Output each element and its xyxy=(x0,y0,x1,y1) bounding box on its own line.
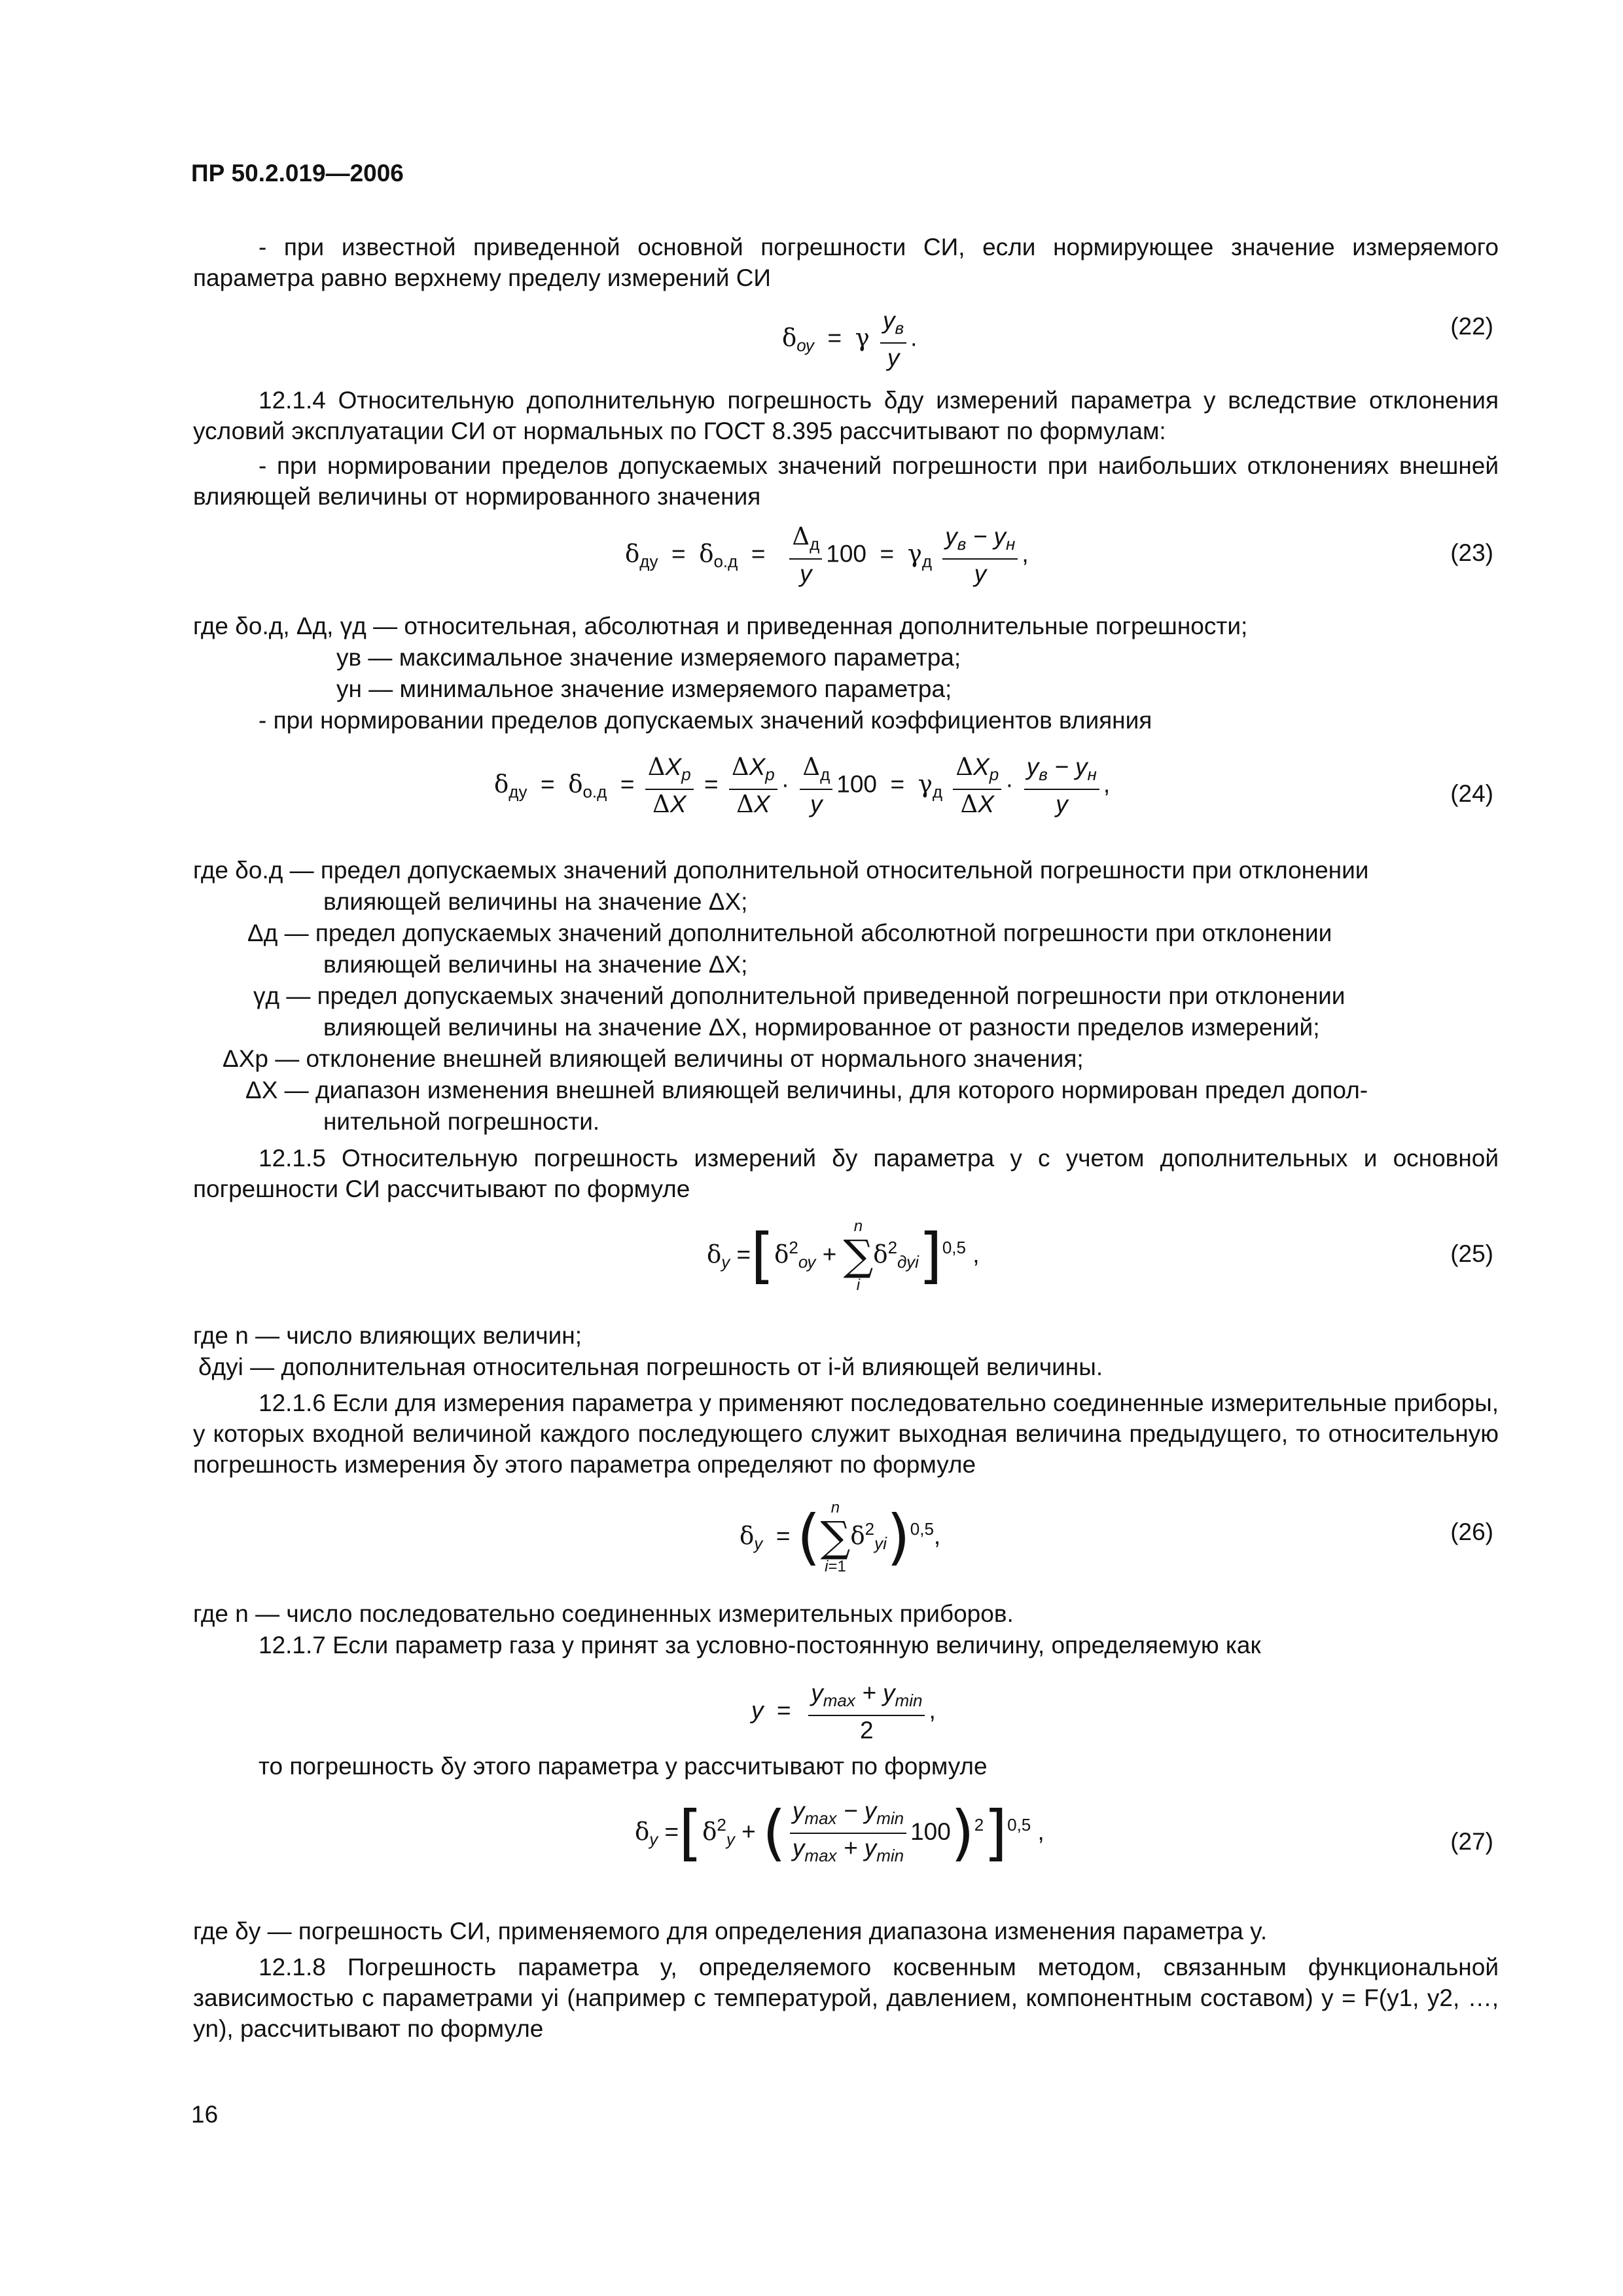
where-26: где n — число последовательно соединенных измерительных приборов. xyxy=(193,1600,1014,1627)
equation-number-26: (26) xyxy=(1450,1518,1493,1545)
where-25-line-1: где n — число влияющих величин; xyxy=(193,1322,582,1349)
formula-23: $\delta_{ду} = \delta_{о.д}$ = $\frac{\Delta_д}{y}$ $100 = \gamma_д$ $\frac{y_в - y_н}{y}$ , xyxy=(625,522,1029,587)
equation-number-25: (25) xyxy=(1450,1240,1493,1267)
equation-number-23: (23) xyxy=(1450,539,1493,566)
formula-22: $\delta_{оу} = \gamma$ $\frac{y_в}{y}$ . xyxy=(782,307,918,371)
formula-y-mean: y = $\frac{y_{max} + y_{min}}{2}$ , xyxy=(751,1679,936,1744)
where-23-line-1: где δо.д, Δд, γд — относительная, абсолютная и приведенная дополнительные погрешности; xyxy=(193,613,1248,639)
where-24-line-2: влияющей величины на значение ΔX; xyxy=(323,888,748,915)
where-24-line-7: ΔXр — отклонение внешней влияющей величины от нормального значения; xyxy=(223,1045,1084,1072)
where-24-line-1: где δо.д — предел допускаемых значений дополнительной относительной погрешности при отклонении xyxy=(193,857,1369,884)
equation-number-22: (22) xyxy=(1450,313,1493,340)
formula-27: $\delta_y =[\delta^2_y$ + ( $\frac{y_{max} - y_{min}}{y_{max} + y_{min}}$ 100)$^2$]$^{0,5}$ , xyxy=(635,1797,1044,1868)
where-27: где δy — погрешность СИ, применяемого для определения диапазона изменения параметра y. xyxy=(193,1918,1268,1945)
equation-number-27: (27) xyxy=(1450,1828,1493,1855)
paragraph-5: 12.1.5 Относительную погрешность измерений δy параметра y с учетом дополнительных и основной погрешности СИ рассчитывают по формуле xyxy=(193,1145,1499,1202)
where-24-line-6: влияющей величины на значение ΔX, нормированное от разности пределов измерений; xyxy=(323,1014,1320,1041)
paragraph-7: 12.1.7 Если параметр газа y принят за условно-постоянную величину, определяемую как xyxy=(259,1632,1261,1659)
where-25-line-2: δдуi — дополнительная относительная погрешность от i-й влияющей величины. xyxy=(198,1354,1103,1380)
where-24-line-4: влияющей величины на значение ΔX; xyxy=(323,951,748,978)
where-24-line-8: ΔX — диапазон изменения внешней влияющей величины, для которого нормирован предел допол- xyxy=(245,1077,1368,1103)
where-24-line-3: Δд — предел допускаемых значений дополнительной абсолютной погрешности при отклонении xyxy=(247,920,1332,946)
page-number: 16 xyxy=(191,2101,219,2128)
paragraph-6: 12.1.6 Если для измерения параметра y применяют последовательно соединенные измерительные приборы, у которых входной величиной каждого последующего служит выходная величина предыдущего, то относительную погрешность измерения δy этого параметра определяют по формуле xyxy=(193,1390,1499,1478)
where-24-line-9: нительной погрешности. xyxy=(323,1108,600,1135)
paragraph-1: - при известной приведенной основной погрешности СИ, если нормирующее значение измеряемого параметра равно верхнему пределу измерений СИ xyxy=(193,234,1499,291)
paragraph-3: - при нормировании пределов допускаемых значений погрешности при наибольших отклонениях внешней влияющей величины от нормированного значения xyxy=(193,452,1499,510)
paragraph-8: то погрешность δy этого параметра y рассчитывают по формуле xyxy=(259,1753,988,1780)
where-24-line-5: γд — предел допускаемых значений дополнительной приведенной погрешности при отклонении xyxy=(253,982,1346,1009)
where-23-line-3: yн — минимальное значение измеряемого параметра; xyxy=(336,675,952,702)
where-23-line-2: yв — максимальное значение измеряемого параметра; xyxy=(336,644,961,671)
paragraph-9: 12.1.8 Погрешность параметра y, определяемого косвенным методом, связанным функциональной зависимостью с параметрами yi (например с температурой, давлением, компонентным составом) y = F(y1, y2, …, yn), рассчитывают по формуле xyxy=(193,1954,1499,2042)
formula-26: $\delta_y$ = ( n ∑ i=1 $\delta^2_{yi})^{0,5}$, xyxy=(740,1499,941,1575)
formula-24: $\delta_{ду} = \delta_{о.д}$ = $\frac{\Delta X_р}{\Delta X}$ = $\frac{\Delta X_р}{\Delta X}$ · $\frac{\Delta_д}{y}$ $100 = \gamma_д$ $\frac{\Delta X_р}{\Delta X}$ · $\frac{y_в - y_н}{y}$ , xyxy=(494,753,1111,818)
paragraph-4: - при нормировании пределов допускаемых значений коэффициентов влияния xyxy=(259,707,1152,734)
formula-25: $\delta_y =[\delta^2_{оу}$ + n ∑ i $\delta^2_{дуi}]^{0,5}$ , xyxy=(707,1217,980,1294)
equation-number-24: (24) xyxy=(1450,780,1493,807)
document-code-header: ПР 50.2.019—2006 xyxy=(191,160,404,187)
paragraph-2: 12.1.4 Относительную дополнительную погрешность δду измерений параметра y вследствие отклонения условий эксплуатации СИ от нормальных по ГОСТ 8.395 рассчитывают по формулам: xyxy=(193,387,1499,444)
